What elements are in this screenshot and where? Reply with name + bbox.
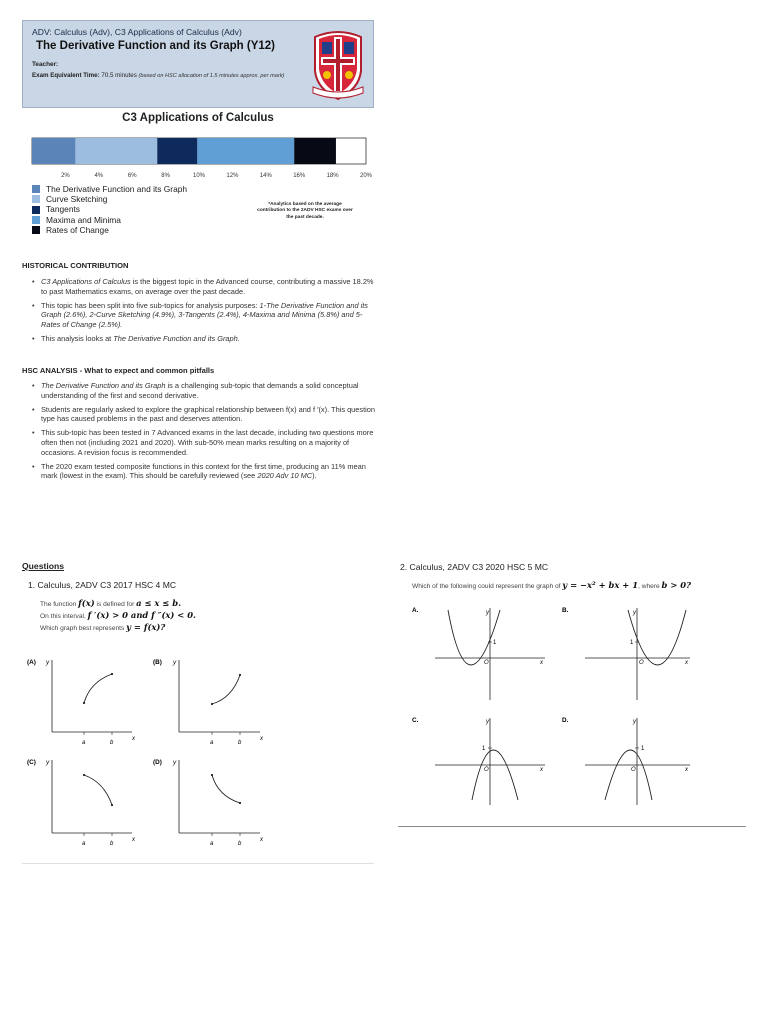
axis-label: x (260, 837, 263, 843)
exam-time-value: 70.5 minutes (101, 72, 137, 79)
historical-bullet-2 (32, 301, 376, 330)
intercept-label: 1 (641, 746, 645, 752)
bar-segment-4 (197, 138, 294, 164)
intercept-label: 1 (493, 640, 497, 646)
legend-swatch (32, 206, 40, 214)
axis-label: y (173, 659, 177, 666)
historical-list (32, 277, 376, 348)
q2-option-label: A. (412, 607, 419, 614)
q2-math: y = −x² + bx + 1 (562, 580, 639, 590)
q1-option-label: (A) (27, 659, 36, 666)
q1-stem (40, 598, 360, 634)
hsc-bullet-4 (32, 462, 376, 482)
legend-item (32, 184, 187, 194)
legend-item (32, 204, 187, 214)
q1-option-label: (B) (153, 659, 162, 666)
q2-text: Which of the following could represent the graph of (412, 583, 561, 590)
bar-segment-1 (32, 138, 75, 164)
x-tick-label: 10% (192, 173, 206, 179)
bullet-text: This analysis looks at (41, 333, 114, 343)
chart-legend (32, 184, 187, 235)
axis-label: x (540, 660, 543, 666)
q1-math: f ′(x) > 0 and f ″(x) < 0. (87, 610, 196, 620)
q2-option-b[interactable] (562, 607, 690, 700)
q1-math: a ≤ x ≤ b. (136, 598, 182, 608)
q1-curve (84, 775, 112, 805)
x-tick-labels (61, 173, 373, 179)
bar-segment-2 (75, 138, 157, 164)
q2-graphs (400, 600, 752, 810)
teacher-label: Teacher: (32, 61, 59, 68)
q1-option-label: (D) (153, 759, 162, 766)
q1-math: y = f(x)? (126, 622, 166, 632)
axis-label: x (260, 736, 263, 742)
subtopic-name: The Derivative Function and its Graph. (113, 333, 240, 343)
legend-swatch (32, 185, 40, 193)
q2-option-c[interactable] (412, 717, 545, 805)
axis-label: y (173, 759, 177, 766)
q1-text: On this interval, (40, 613, 86, 620)
q1-curve (212, 775, 240, 803)
tick-b: b (110, 841, 114, 847)
course-label: ADV: Calculus (Adv), C3 Applications of Calculus (Adv) (32, 27, 242, 37)
x-tick-label: 4% (94, 173, 104, 179)
q1-divider (22, 863, 374, 864)
legend-label: Curve Sketching (46, 194, 108, 205)
origin-label: O (639, 660, 644, 666)
historical-heading: HISTORICAL CONTRIBUTION (22, 261, 129, 270)
stacked-bar-chart (22, 130, 374, 182)
hsc-heading: HSC ANALYSIS - What to expect and common pitfalls (22, 366, 215, 375)
legend-item (32, 194, 187, 204)
exam-time (32, 71, 307, 81)
q2-divider (398, 826, 746, 827)
q1-option-c[interactable] (27, 759, 136, 847)
origin-label: O (484, 767, 489, 773)
axis-label: x (132, 736, 135, 742)
axis-label: y (633, 610, 636, 616)
q1-text: is defined for (96, 601, 135, 608)
tick-a: a (210, 841, 214, 847)
subtopic-name: The Derivative Function and its Graph (41, 381, 166, 390)
q1-option-b[interactable] (153, 659, 264, 746)
topic-name: C3 Applications of Calculus (41, 277, 131, 286)
chart-title: C3 Applications of Calculus (122, 112, 274, 124)
q1-graphs (22, 650, 374, 850)
q1-text: The function (40, 601, 77, 608)
bar-segment-3 (157, 138, 197, 164)
axis-label: y (46, 659, 50, 666)
reference-link-text: 2020 Adv 10 MC (257, 471, 313, 481)
q2-option-a[interactable] (412, 607, 545, 700)
bullet-text: is the biggest topic in the Advanced course, contributing a massive 18.2% to past Mathematics exams, on average over the past decade. (41, 277, 374, 296)
hsc-list (32, 381, 376, 485)
bar-segment-5 (294, 138, 336, 164)
q2-title: 2. Calculus, 2ADV C3 2020 HSC 5 MC (400, 562, 549, 572)
q1-math: f(x) (78, 598, 95, 608)
exam-time-label: Exam Equivalent Time: (32, 72, 100, 79)
bullet-text: Students are regularly asked to explore the graphical relationship between f(x) and f ′(x). This question type has caused problems in the past and deserves attention. (41, 404, 376, 424)
x-tick-label: 2% (61, 173, 70, 179)
q1-option-label: (C) (27, 759, 36, 766)
bullet-text: ). (312, 471, 317, 481)
legend-item (32, 215, 187, 225)
q2-option-label: C. (412, 717, 419, 724)
tick-b: b (238, 841, 242, 847)
analytics-note: *Analytics based on the average contribution to the 2ADV HSC exams over the past decade. (257, 202, 353, 220)
q2-text: , where (638, 583, 660, 590)
q2-stem (412, 580, 752, 592)
x-tick-label: 18% (326, 173, 339, 179)
historical-bullet-3 (32, 334, 376, 344)
hsc-bullet-1 (32, 381, 376, 401)
tick-b: b (238, 740, 242, 746)
exam-time-note: (based on HSC allocation of 1.5 minutes approx. per mark) (138, 73, 285, 79)
legend-label: Rates of Change (46, 224, 109, 235)
q1-curve (212, 675, 240, 704)
hsc-bullet-3 (32, 428, 376, 457)
origin-label: O (631, 767, 636, 773)
x-tick-label: 14% (259, 173, 272, 179)
axis-label: y (486, 719, 489, 725)
bullet-text: The 2020 exam tested composite functions in this context for the first time, producing an 11% mean mark (lowest in the exam). This should be carefully reviewed (see (41, 461, 366, 481)
bullet-text: This sub-topic has been tested in 7 Advanced exams in the last decade, including two questions more often then not (including 2021 and 2020). With sub-50% mean marks resulting on a majority of occasions. A revision focus is recommended. (41, 428, 374, 457)
axis-label: y (46, 759, 50, 766)
bullet-text: This topic has been split into five sub-topics for analysis purposes: (41, 300, 260, 310)
x-tick-label: 20% (359, 173, 373, 179)
bar-segments (32, 138, 336, 164)
q1-curve (84, 674, 112, 703)
q2-option-d[interactable] (562, 717, 690, 805)
q2-option-label: B. (562, 607, 569, 614)
subtopic-list: 1-The Derivative Function and its Graph (2.6%), 2-Curve Sketching (4.9%), 3-Tangents (2.4%), 4-Maxima and Minima (5.8%) and 5-Rates of Change (2.5%). (41, 300, 368, 330)
axis-label: x (685, 660, 688, 666)
q2-curve (448, 610, 500, 665)
hsc-bullet-2 (32, 405, 376, 425)
legend-item (32, 225, 187, 235)
x-tick-label: 16% (293, 173, 306, 179)
x-tick-label: 8% (161, 173, 170, 179)
tick-a: a (210, 740, 214, 746)
q2-curve (472, 750, 518, 800)
axis-label: x (132, 837, 135, 843)
legend-swatch (32, 195, 40, 203)
header-banner (22, 20, 374, 108)
historical-bullet-1 (32, 277, 376, 297)
q1-option-d[interactable] (153, 759, 264, 847)
origin-label: O (484, 660, 489, 666)
q1-title: 1. Calculus, 2ADV C3 2017 HSC 4 MC (28, 580, 177, 590)
legend-label: The Derivative Function and its Graph (46, 184, 188, 194)
q1-option-a[interactable] (27, 659, 136, 746)
legend-label: Tangents (46, 204, 80, 215)
q1-text: Which graph best represents (40, 625, 125, 632)
page-title: The Derivative Function and its Graph (Y12) (36, 40, 275, 52)
axis-label: y (633, 719, 636, 725)
legend-swatch (32, 226, 40, 234)
school-crest-icon (309, 25, 367, 103)
legend-swatch (32, 216, 40, 224)
x-tick-label: 6% (127, 173, 137, 179)
questions-heading: Questions (22, 561, 65, 571)
bullet-text: is a challenging sub-topic that demands a solid conceptual understanding of the first and second derivative. (41, 381, 359, 400)
legend-label: Maxima and Minima (46, 214, 121, 225)
intercept-label: 1 (482, 746, 486, 752)
axis-label: x (540, 767, 543, 773)
tick-b: b (110, 740, 114, 746)
q2-math: b > 0? (661, 580, 691, 590)
q2-curve (605, 750, 652, 800)
tick-a: a (82, 740, 86, 746)
q2-option-label: D. (562, 717, 569, 724)
axis-label: x (685, 767, 688, 773)
tick-a: a (82, 841, 86, 847)
axis-label: y (486, 610, 489, 616)
x-tick-label: 12% (226, 173, 239, 179)
intercept-label: 1 (630, 640, 634, 646)
